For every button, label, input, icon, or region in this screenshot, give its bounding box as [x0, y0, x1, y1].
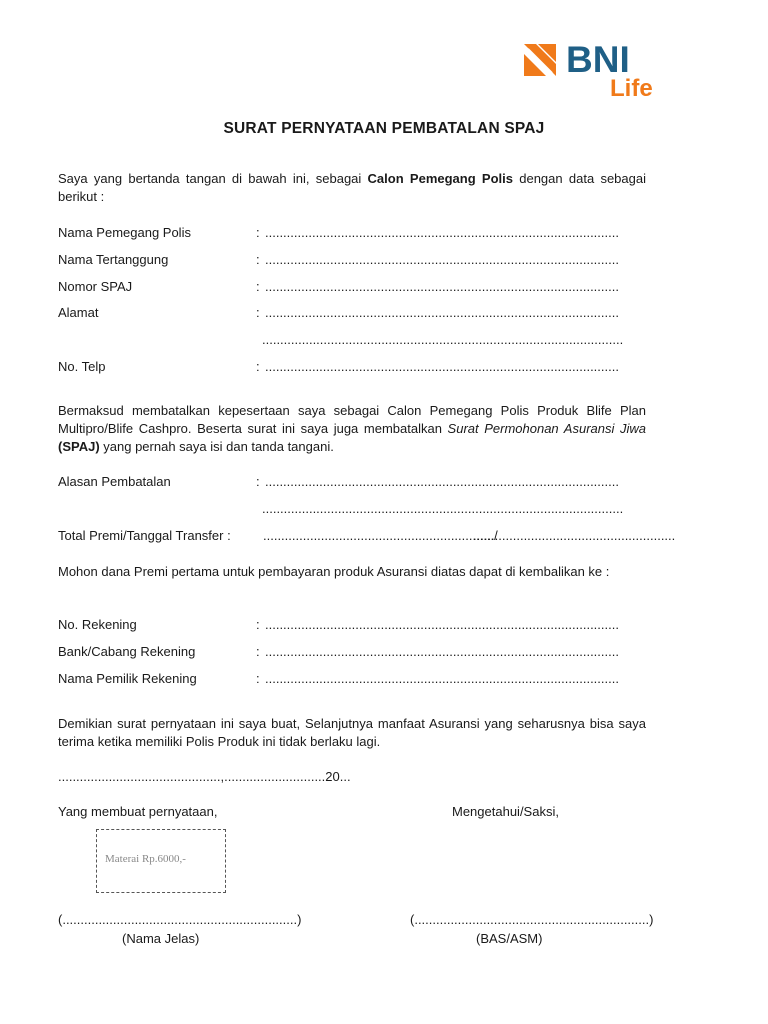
label-alamat: Alamat [58, 305, 99, 320]
logo-sub-text: Life [610, 75, 653, 102]
date-line[interactable]: .............................................,............................20... [58, 769, 351, 784]
signer-caption: (Nama Jelas) [122, 931, 200, 946]
label-alasan-pembatalan: Alasan Pembatalan [58, 474, 171, 489]
signer-name-line[interactable]: (.................................................................) [58, 912, 302, 927]
input-total-premi[interactable]: ................................................................/ [263, 528, 498, 543]
input-nama-pemegang-polis[interactable]: .................................................................................................. [265, 225, 619, 240]
input-nama-pemilik-rekening[interactable]: .................................................................................................. [265, 671, 619, 686]
label-nama-pemilik-rekening: Nama Pemilik Rekening [58, 671, 197, 686]
input-alasan-pembatalan[interactable]: .................................................................................................. [265, 474, 619, 489]
logo-brand-text: BNI [566, 39, 630, 80]
materai-stamp-text: Materai Rp.6000,- [105, 853, 186, 865]
label-total-premi: Total Premi/Tanggal Transfer : [58, 528, 231, 543]
label-no-telp: No. Telp [58, 359, 106, 374]
label-bank-cabang-rekening: Bank/Cabang Rekening [58, 644, 196, 659]
document-page: BNI Life SURAT PERNYATAAN PEMBATALAN SPAJ Saya yang bertanda tangan di bawah ini, sebagai Calon Pemegang Polis dengan data sebagai berikut : Nama Pemegang Polis : .................................................................................................. Nama Tertanggung : .................................................................................................. Nomor SPAJ : .................................................................................................. Alamat : .................................................................................................. .................................................................................................... No. Telp : .................................................................................................. Bermaksud membatalkan kepesertaan saya sebagai Calon Pemegang Polis Produk Blife Plan Multipro/Blife Cashpro. Beserta surat ini saya juga membatalkan Surat Permohonan Asuransi Jiwa (SPAJ) yang pernah saya isi dan tanda tangani. Alasan Pembatalan : .................................................................................................. .................................................................................................... Total Premi/Tanggal Transfer : ................................................................/ ........................................................ Mohon dana Premi pertama untuk pembayaran produk Asuransi diatas dapat di kembalikan ke : No. Rekening : .................................................................................................. Bank/Cabang Rekening : .................................................................................................. Nama Pemilik Rekening : .................................................................................................. Demikian surat pernyataan ini saya buat, Selanjutnya manfaat Asuransi yang seharusnya bisa saya terima ketika memiliki Polis Produk ini tidak berlaku lagi. .............................................,............................20... Yang membuat pernyataan, Mengetahui/Saksi, Materai Rp.6000,- (.................................................................) (.................................................................) (Nama Jelas) (BAS/ASM) [0, 0, 768, 1024]
witness-label: Mengetahui/Saksi, [452, 804, 559, 819]
purpose-paragraph: Bermaksud membatalkan kepesertaan saya sebagai Calon Pemegang Polis Produk Blife Plan Multipro/Blife Cashpro. Beserta surat ini saya juga membatalkan Surat Permohonan Asuransi Jiwa (SPAJ) yang pernah saya isi dan tanda tangani. [58, 403, 646, 454]
input-tanggal-transfer[interactable]: ........................................................ [473, 528, 676, 543]
input-no-telp[interactable]: .................................................................................................. [265, 359, 619, 374]
witness-caption: (BAS/ASM) [476, 931, 543, 946]
signer-label: Yang membuat pernyataan, [58, 804, 218, 819]
bni-logo-mark-icon [522, 40, 562, 80]
input-no-rekening[interactable]: .................................................................................................. [265, 617, 619, 632]
refund-paragraph: Mohon dana Premi pertama untuk pembayaran produk Asuransi diatas dapat di kembalikan ke : [58, 564, 610, 579]
label-nama-tertanggung: Nama Tertanggung [58, 252, 169, 267]
input-bank-cabang-rekening[interactable]: .................................................................................................. [265, 644, 619, 659]
bni-life-logo [522, 40, 672, 102]
materai-stamp-box [96, 829, 226, 893]
intro-paragraph: Saya yang bertanda tangan di bawah ini, sebagai Calon Pemegang Polis dengan data sebagai berikut : [58, 171, 646, 204]
witness-name-line[interactable]: (.................................................................) [410, 912, 654, 927]
input-nomor-spaj[interactable]: .................................................................................................. [265, 279, 619, 294]
input-nama-tertanggung[interactable]: .................................................................................................. [265, 252, 619, 267]
input-alamat[interactable]: .................................................................................................. [265, 305, 619, 320]
label-nama-pemegang-polis: Nama Pemegang Polis [58, 225, 191, 240]
closing-paragraph: Demikian surat pernyataan ini saya buat, Selanjutnya manfaat Asuransi yang seharusnya bisa saya terima ketika memiliki Polis Produk ini tidak berlaku lagi. [58, 716, 646, 749]
document-title: SURAT PERNYATAAN PEMBATALAN SPAJ [223, 120, 545, 137]
label-no-rekening: No. Rekening [58, 617, 137, 632]
input-alamat-cont[interactable]: .................................................................................................... [262, 332, 624, 347]
input-alasan-pembatalan-cont[interactable]: .................................................................................................... [262, 501, 624, 516]
label-nomor-spaj: Nomor SPAJ [58, 279, 133, 294]
